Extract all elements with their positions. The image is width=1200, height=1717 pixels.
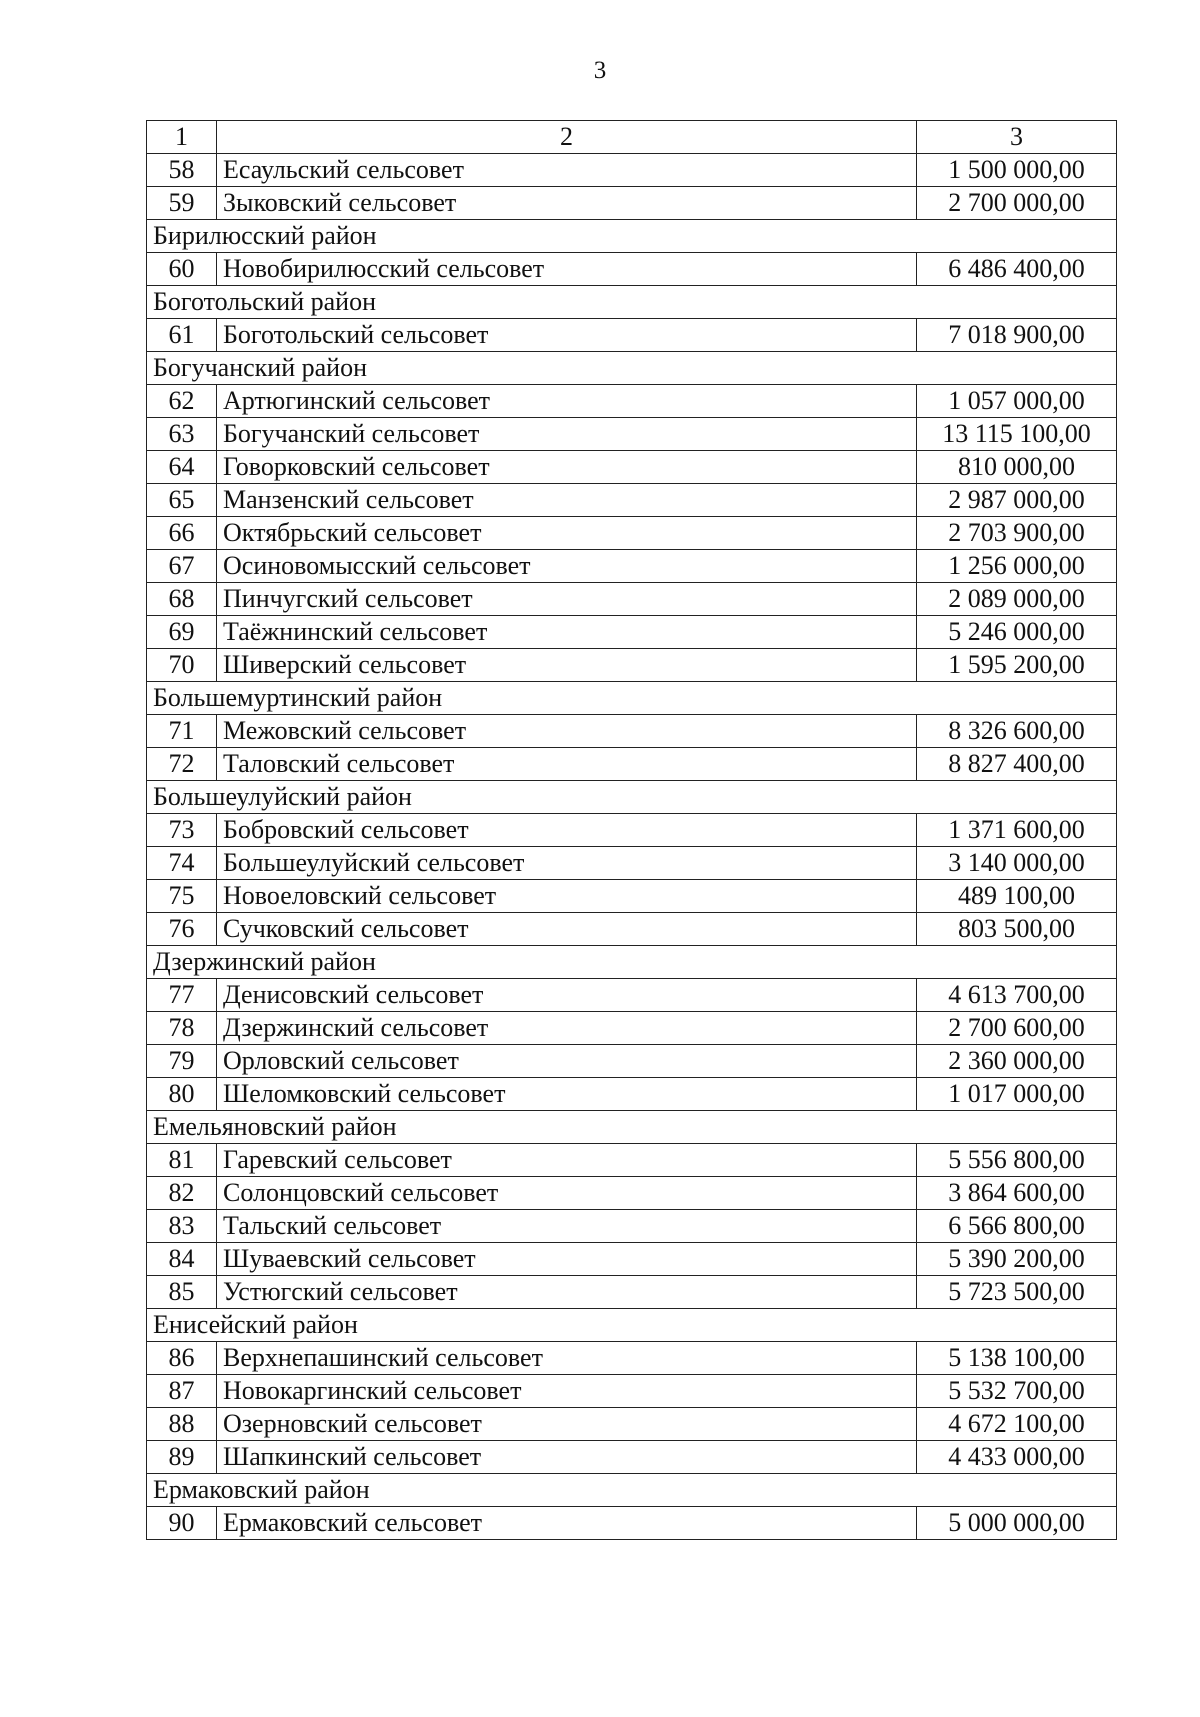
district-header-row (147, 1474, 1117, 1507)
row-number: 64 (147, 451, 217, 484)
amount-value: 5 138 100,00 (917, 1342, 1117, 1375)
district-name: Ермаковский район (147, 1474, 1117, 1507)
row-number: 80 (147, 1078, 217, 1111)
council-name: Бобровский сельсовет (217, 814, 917, 847)
table-header-row (147, 121, 1117, 154)
amount-value: 1 595 200,00 (917, 649, 1117, 682)
council-name: Боготольский сельсовет (217, 319, 917, 352)
amount-value: 5 246 000,00 (917, 616, 1117, 649)
table-row (147, 187, 1117, 220)
amount-value: 4 672 100,00 (917, 1408, 1117, 1441)
amount-value: 1 057 000,00 (917, 385, 1117, 418)
table-row (147, 319, 1117, 352)
table-row (147, 1012, 1117, 1045)
council-name: Орловский сельсовет (217, 1045, 917, 1078)
table-row (147, 649, 1117, 682)
council-name: Есаульский сельсовет (217, 154, 917, 187)
table-row (147, 748, 1117, 781)
row-number: 87 (147, 1375, 217, 1408)
council-name: Новоеловский сельсовет (217, 880, 917, 913)
row-number: 86 (147, 1342, 217, 1375)
row-number: 70 (147, 649, 217, 682)
row-number: 89 (147, 1441, 217, 1474)
row-number: 68 (147, 583, 217, 616)
council-name: Шеломковский сельсовет (217, 1078, 917, 1111)
amount-value: 5 556 800,00 (917, 1144, 1117, 1177)
council-name: Манзенский сельсовет (217, 484, 917, 517)
row-number: 60 (147, 253, 217, 286)
district-name: Большемуртинский район (147, 682, 1117, 715)
table-row (147, 451, 1117, 484)
council-name: Сучковский сельсовет (217, 913, 917, 946)
table-row (147, 979, 1117, 1012)
amount-value: 2 703 900,00 (917, 517, 1117, 550)
council-name: Гаревский сельсовет (217, 1144, 917, 1177)
council-name: Дзержинский сельсовет (217, 1012, 917, 1045)
table-row (147, 847, 1117, 880)
budget-table (146, 120, 1117, 1540)
row-number: 82 (147, 1177, 217, 1210)
table-row (147, 154, 1117, 187)
row-number: 67 (147, 550, 217, 583)
amount-value: 8 827 400,00 (917, 748, 1117, 781)
council-name: Ермаковский сельсовет (217, 1507, 917, 1540)
district-header-row (147, 220, 1117, 253)
council-name: Денисовский сельсовет (217, 979, 917, 1012)
table-row (147, 418, 1117, 451)
council-name: Межовский сельсовет (217, 715, 917, 748)
table-row (147, 616, 1117, 649)
district-header-row (147, 1111, 1117, 1144)
row-number: 73 (147, 814, 217, 847)
council-name: Говорковский сельсовет (217, 451, 917, 484)
amount-value: 1 017 000,00 (917, 1078, 1117, 1111)
row-number: 83 (147, 1210, 217, 1243)
table-row (147, 1375, 1117, 1408)
table-row (147, 1507, 1117, 1540)
table-row (147, 583, 1117, 616)
district-name: Енисейский район (147, 1309, 1117, 1342)
council-name: Новобирилюсский сельсовет (217, 253, 917, 286)
district-name: Емельяновский район (147, 1111, 1117, 1144)
table-row (147, 1276, 1117, 1309)
council-name: Устюгский сельсовет (217, 1276, 917, 1309)
row-number: 77 (147, 979, 217, 1012)
council-name: Богучанский сельсовет (217, 418, 917, 451)
row-number: 79 (147, 1045, 217, 1078)
amount-value: 1 371 600,00 (917, 814, 1117, 847)
row-number: 88 (147, 1408, 217, 1441)
column-header-name: 2 (217, 121, 917, 154)
council-name: Шуваевский сельсовет (217, 1243, 917, 1276)
council-name: Пинчугский сельсовет (217, 583, 917, 616)
council-name: Верхнепашинский сельсовет (217, 1342, 917, 1375)
table-row (147, 1243, 1117, 1276)
amount-value: 5 723 500,00 (917, 1276, 1117, 1309)
council-name: Артюгинский сельсовет (217, 385, 917, 418)
council-name: Осиновомысский сельсовет (217, 550, 917, 583)
table-row (147, 517, 1117, 550)
row-number: 65 (147, 484, 217, 517)
council-name: Шапкинский сельсовет (217, 1441, 917, 1474)
row-number: 69 (147, 616, 217, 649)
council-name: Таёжнинский сельсовет (217, 616, 917, 649)
district-name: Боготольский район (147, 286, 1117, 319)
amount-value: 4 433 000,00 (917, 1441, 1117, 1474)
district-name: Бирилюсский район (147, 220, 1117, 253)
council-name: Зыковский сельсовет (217, 187, 917, 220)
council-name: Новокаргинский сельсовет (217, 1375, 917, 1408)
amount-value: 6 566 800,00 (917, 1210, 1117, 1243)
amount-value: 2 700 000,00 (917, 187, 1117, 220)
table-row (147, 1078, 1117, 1111)
amount-value: 810 000,00 (917, 451, 1117, 484)
council-name: Озерновский сельсовет (217, 1408, 917, 1441)
table-row (147, 1177, 1117, 1210)
amount-value: 5 532 700,00 (917, 1375, 1117, 1408)
amount-value: 3 140 000,00 (917, 847, 1117, 880)
row-number: 85 (147, 1276, 217, 1309)
column-header-amount: 3 (917, 121, 1117, 154)
amount-value: 8 326 600,00 (917, 715, 1117, 748)
table-row (147, 880, 1117, 913)
row-number: 71 (147, 715, 217, 748)
row-number: 72 (147, 748, 217, 781)
row-number: 62 (147, 385, 217, 418)
row-number: 84 (147, 1243, 217, 1276)
row-number: 61 (147, 319, 217, 352)
district-name: Богучанский район (147, 352, 1117, 385)
row-number: 66 (147, 517, 217, 550)
table-row (147, 1045, 1117, 1078)
row-number: 75 (147, 880, 217, 913)
council-name: Солонцовский сельсовет (217, 1177, 917, 1210)
row-number: 76 (147, 913, 217, 946)
page-number: 3 (593, 57, 607, 84)
table-row (147, 385, 1117, 418)
amount-value: 2 089 000,00 (917, 583, 1117, 616)
amount-value: 6 486 400,00 (917, 253, 1117, 286)
row-number: 90 (147, 1507, 217, 1540)
district-name: Большеулуйский район (147, 781, 1117, 814)
council-name: Шиверский сельсовет (217, 649, 917, 682)
table-row (147, 913, 1117, 946)
amount-value: 1 256 000,00 (917, 550, 1117, 583)
council-name: Октябрьский сельсовет (217, 517, 917, 550)
table-row (147, 1408, 1117, 1441)
column-header-number: 1 (147, 121, 217, 154)
amount-value: 1 500 000,00 (917, 154, 1117, 187)
table-row (147, 1441, 1117, 1474)
district-header-row (147, 946, 1117, 979)
amount-value: 2 360 000,00 (917, 1045, 1117, 1078)
amount-value: 5 000 000,00 (917, 1507, 1117, 1540)
district-header-row (147, 682, 1117, 715)
district-header-row (147, 286, 1117, 319)
council-name: Тальский сельсовет (217, 1210, 917, 1243)
council-name: Большеулуйский сельсовет (217, 847, 917, 880)
district-header-row (147, 781, 1117, 814)
amount-value: 489 100,00 (917, 880, 1117, 913)
table-row (147, 814, 1117, 847)
council-name: Таловский сельсовет (217, 748, 917, 781)
amount-value: 2 987 000,00 (917, 484, 1117, 517)
amount-value: 2 700 600,00 (917, 1012, 1117, 1045)
table-row (147, 715, 1117, 748)
table-row (147, 1342, 1117, 1375)
table-row (147, 1144, 1117, 1177)
amount-value: 5 390 200,00 (917, 1243, 1117, 1276)
row-number: 74 (147, 847, 217, 880)
table-row (147, 1210, 1117, 1243)
district-name: Дзержинский район (147, 946, 1117, 979)
row-number: 81 (147, 1144, 217, 1177)
district-header-row (147, 1309, 1117, 1342)
table-body (147, 154, 1117, 1540)
amount-value: 7 018 900,00 (917, 319, 1117, 352)
table-row (147, 253, 1117, 286)
amount-value: 13 115 100,00 (917, 418, 1117, 451)
amount-value: 803 500,00 (917, 913, 1117, 946)
table-row (147, 484, 1117, 517)
row-number: 58 (147, 154, 217, 187)
amount-value: 3 864 600,00 (917, 1177, 1117, 1210)
district-header-row (147, 352, 1117, 385)
row-number: 63 (147, 418, 217, 451)
amount-value: 4 613 700,00 (917, 979, 1117, 1012)
table-row (147, 550, 1117, 583)
row-number: 78 (147, 1012, 217, 1045)
row-number: 59 (147, 187, 217, 220)
